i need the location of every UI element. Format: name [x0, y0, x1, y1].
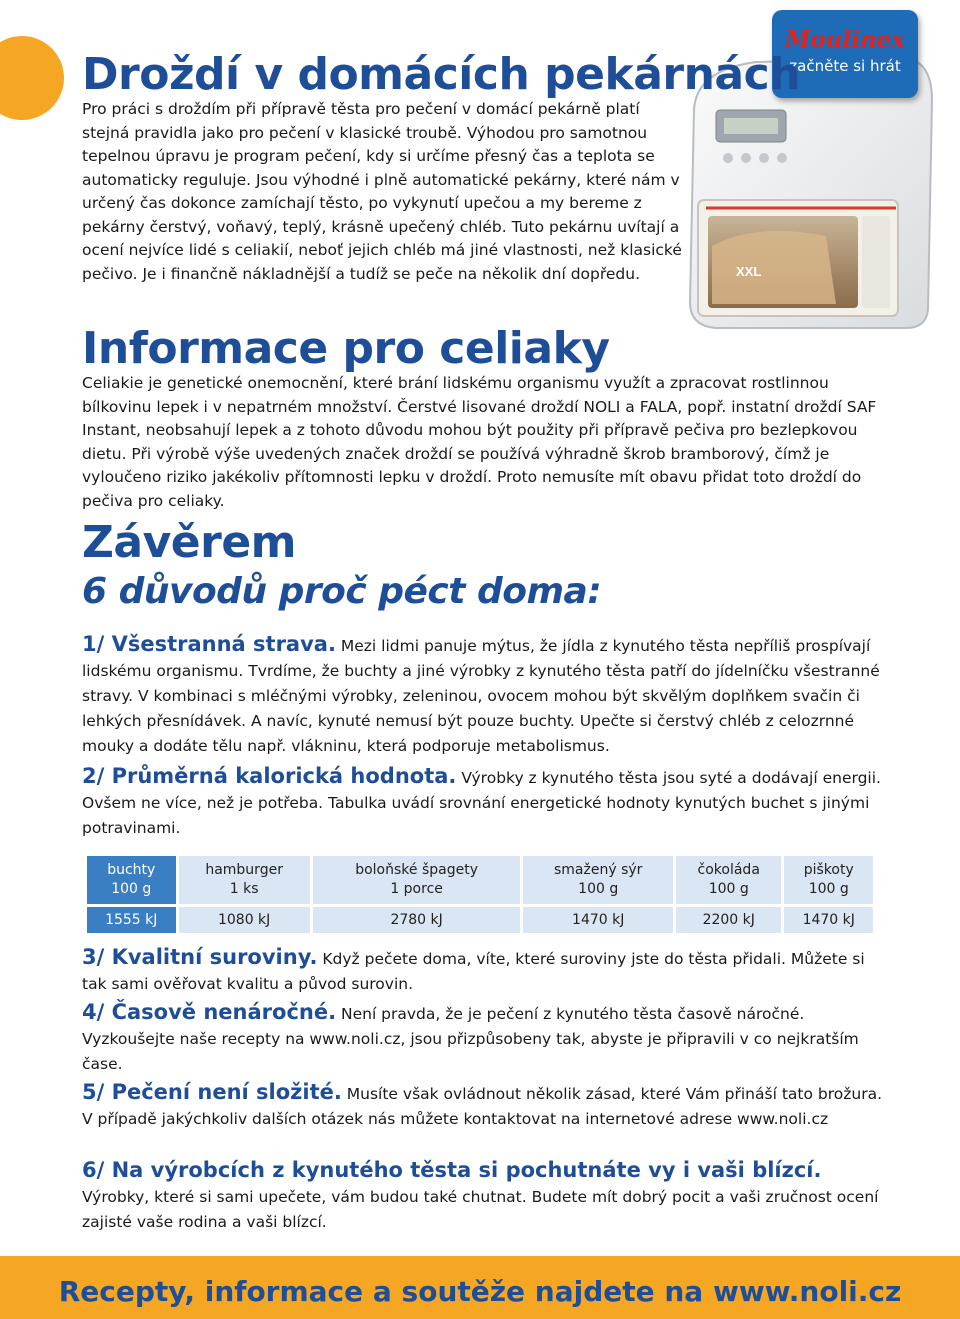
reason-item [82, 945, 882, 997]
reason-text: Není pravda, že je pečení z kynutého těsta časově náročné. Vyzkoušejte naše recepty na www.noli.cz, jsou přizpůsobeny tak, abyste je připravili v co nejkratším čase. [82, 1005, 859, 1073]
reason-lead: 3/ Kvalitní suroviny. [82, 945, 318, 969]
section-subtitle-six-reasons: 6 důvodů proč péct doma: [82, 571, 602, 612]
reason-lead: 1/ Všestranná strava. [82, 632, 336, 656]
reason-item [82, 632, 882, 759]
table-header-cell [676, 856, 781, 904]
footer-text [0, 1270, 960, 1314]
reason-text: Když pečete doma, víte, které suroviny jste do těsta přidali. Můžete si tak sami ověřovat kvalitu a původ surovin. [82, 950, 865, 993]
reason-lead: 6/ Na výrobcích z kynutého těsta si pochutnáte vy i vaši blízcí. [82, 1158, 822, 1182]
reason-item [82, 764, 882, 841]
food-name: hamburger [205, 862, 283, 878]
food-portion: 100 g [111, 881, 152, 897]
table-header-cell [179, 856, 310, 904]
food-name: čokoláda [697, 862, 760, 878]
reason-lead: 4/ Časově nenáročné. [82, 1000, 337, 1024]
reason-item [82, 1000, 882, 1077]
food-portion: 1 porce [390, 881, 443, 897]
reason-item [82, 1080, 882, 1132]
reason-text: Výrobky z kynutého těsta jsou syté a dodávají energii. Ovšem ne více, než je potřeba. Tabulka uvádí srovnání energetické hodnoty kynutých buchet s jinými potravinami. [82, 769, 881, 837]
section-text-yeast-bread-makers: Pro práci s droždím při přípravě těsta pro pečení v domácí pekárně platí stejná pravidla jako pro pečení v klasické troubě. Výhodou pro samotnou tepelnou úpravu je program pečení, kdy si určíme přesný čas a teplota se automaticky reguluje. Jsou výhodné i plně automatické pekárny, které nám v určený čas dokonce zamíchají těsto, po vykynutí upečou a my bereme z pekárny čerstvý, voňavý, teplý, krásně upečený chléb. Tuto pekárnu uvítají a ocení nejvíce lidé s celiakií, neboť jejich chléb má jiné vlastnosti, než klasické pečivo. Je i finančně nákladnější a tudíž se peče na několik dní dopředu. [82, 100, 682, 283]
reason-item [82, 1158, 882, 1235]
energy-comparison-table [84, 853, 876, 936]
machine-xxl-label: XXL [736, 264, 762, 279]
reason-lead: 2/ Průměrná kalorická hodnota. [82, 764, 457, 788]
food-portion: 1 ks [229, 881, 259, 897]
table-header-cell [784, 856, 873, 904]
reason-lead: 5/ Pečení není složité. [82, 1080, 342, 1104]
footer-label: Recepty, informace a soutěže najdete na [58, 1275, 713, 1308]
table-energy-cell: 2780 kJ [313, 907, 521, 933]
food-name: smažený sýr [554, 862, 643, 878]
moulinex-tagline: začněte si hrát [789, 57, 901, 75]
table-header-cell [523, 856, 673, 904]
food-portion: 100 g [578, 881, 619, 897]
reason-text: Výrobky, které si sami upečete, vám budou také chutnat. Budete mít dobrý pocit a vaši zručnost ocení zajisté vaše rodina a vaši blízcí. [82, 1188, 879, 1231]
food-name: piškoty [803, 862, 854, 878]
table-energy-cell: 1555 kJ [87, 907, 176, 933]
section-title-yeast-bread-makers: Droždí v domácích pekárnách [82, 49, 801, 100]
moulinex-logo-text: Moulinex [784, 26, 906, 53]
table-energy-cell: 1080 kJ [179, 907, 310, 933]
food-portion: 100 g [808, 881, 849, 897]
table-value-row [87, 907, 873, 933]
table-header-row [87, 856, 873, 904]
table-energy-cell: 1470 kJ [784, 907, 873, 933]
table-header-cell [87, 856, 176, 904]
section-title-conclusion: Závěrem [82, 517, 297, 568]
food-portion: 100 g [708, 881, 749, 897]
table-header-cell [313, 856, 521, 904]
table-energy-cell: 2200 kJ [676, 907, 781, 933]
footer-website-link[interactable]: www.noli.cz [712, 1275, 902, 1308]
section-text-celiac-info: Celiakie je genetické onemocnění, které brání lidskému organismu využít a zpracovat rostlinnou bílkovinu lepek i v nepatrném množství. Čerstvé lisované droždí NOLI a FALA, popř. instatní droždí SAF Instant, neobsahují lepek a z tohoto důvodu mohou být použity při přípravě pečiva pro bezlepkovou dietu. Při výrobě výše uvedených značek droždí se používá výhradně škrob bramborový, čímž je vyloučeno riziko jakékoliv přítomnosti lepku v droždí. Proto nemusíte mít obavu přidat toto droždí do pečiva pro celiaky. [82, 374, 877, 510]
reason-text: Mezi lidmi panuje mýtus, že jídla z kynutého těsta nepříliš prospívají lidskému organismu. Tvrdíme, že buchty a jiné výrobky z kynutého těsta patří do jídelníčku všestranné stravy. V kombinaci s mléčnými výrobky, zeleninou, ovocem mohou být skvělým doplňkem svačin či lehkých přesnídávek. A navíc, kynuté nemusí být pouze buchty. Upečte si čerstvý chléb z celozrnné mouky a dodáte tělu např. vlákninu, která podporuje metabolismus. [82, 637, 880, 755]
reason-text: Musíte však ovládnout několik zásad, které Vám přináší tato brožura. V případě jakýchkoliv dalších otázek nás můžete kontaktovat na internetové adrese www.noli.cz [82, 1085, 882, 1128]
food-name: buchty [107, 862, 156, 878]
section-title-celiac-info: Informace pro celiaky [82, 323, 610, 374]
food-name: boloňské špagety [355, 862, 478, 878]
table-energy-cell: 1470 kJ [523, 907, 673, 933]
orange-circle-decoration [0, 36, 64, 120]
